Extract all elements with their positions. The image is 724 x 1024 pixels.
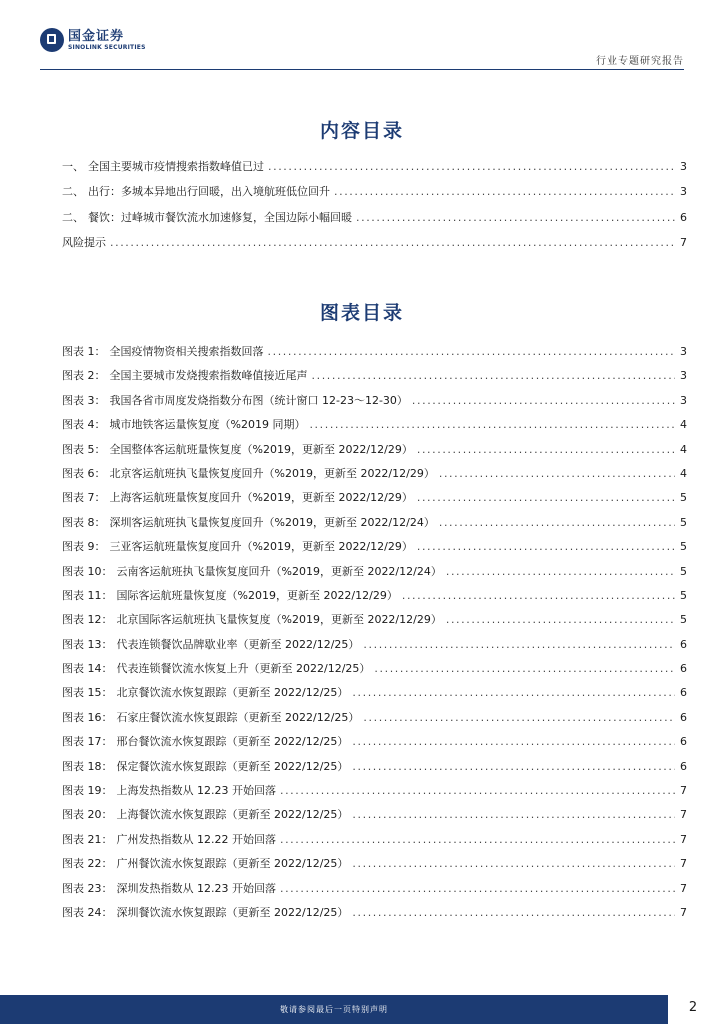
chart-toc-entry-page: 3	[680, 369, 687, 383]
chart-toc-entry[interactable]	[62, 538, 687, 562]
chart-toc-entry-page: 6	[680, 686, 687, 700]
dot-leader	[352, 906, 675, 919]
chart-toc-entry-label: 图表 23：	[62, 881, 113, 895]
dot-leader	[417, 491, 675, 504]
chart-toc-entry-label: 图表 3：	[62, 393, 106, 407]
chart-toc-entry-page: 4	[680, 418, 687, 432]
chart-toc-entry[interactable]	[62, 855, 687, 879]
chart-toc-entry-page: 6	[680, 662, 687, 676]
chart-toc-entry-label: 图表 21：	[62, 832, 113, 846]
chart-toc-entry-text: 三亚客运航班量恢复度回升（%2019，更新至 2022/12/29）	[109, 540, 413, 554]
chart-toc-entry[interactable]	[62, 343, 687, 367]
chart-toc-entry[interactable]	[62, 758, 687, 782]
chart-toc-entry[interactable]	[62, 563, 687, 587]
chart-toc-entry-text: 北京国际客运航班执飞量恢复度（%2019，更新至 2022/12/29）	[116, 613, 442, 627]
chart-toc-entry[interactable]	[62, 636, 687, 660]
chart-toc-entry-page: 3	[680, 393, 687, 407]
chart-toc-entry-label: 图表 13：	[62, 637, 113, 651]
chart-toc-entry-label: 图表 16：	[62, 710, 113, 724]
logo-en: SINOLINK SECURITIES	[68, 43, 146, 51]
dot-leader	[352, 808, 675, 821]
chart-toc-entry-page: 7	[680, 784, 687, 798]
chart-toc-entry[interactable]	[62, 660, 687, 684]
dot-leader	[352, 857, 675, 870]
chart-toc-entry-page: 7	[680, 881, 687, 895]
chart-toc-entry-label: 图表 14：	[62, 662, 113, 676]
toc-entry-label: 二、	[62, 210, 84, 224]
dot-leader	[268, 345, 676, 358]
chart-toc-entry-page: 6	[680, 735, 687, 749]
chart-toc-entry-text: 北京餐饮流水恢复跟踪（更新至 2022/12/25）	[116, 686, 349, 700]
dot-leader	[374, 662, 675, 675]
toc-entry-label: 二、	[62, 185, 84, 199]
dot-leader	[268, 160, 675, 173]
dot-leader	[417, 443, 675, 456]
dot-leader	[402, 589, 675, 602]
chart-toc-entry-label: 图表 19：	[62, 784, 113, 798]
chart-toc-entry[interactable]	[62, 782, 687, 806]
chart-toc-entry-text: 城市地铁客运量恢复度（%2019 同期）	[109, 418, 306, 432]
chart-toc-entry[interactable]	[62, 880, 687, 904]
toc-entry[interactable]	[62, 234, 687, 259]
chart-toc-entry[interactable]	[62, 684, 687, 708]
chart-toc-entry-label: 图表 9：	[62, 540, 106, 554]
dot-leader	[352, 735, 675, 748]
chart-toc-entry-text: 深圳客运航班执飞量恢复度回升（%2019，更新至 2022/12/24）	[109, 515, 435, 529]
sinolink-logo-icon	[40, 28, 64, 52]
chart-toc-entry-label: 图表 2：	[62, 369, 106, 383]
chart-toc-entry-page: 5	[680, 491, 687, 505]
chart-toc-entry[interactable]	[62, 831, 687, 855]
header-divider	[40, 69, 684, 70]
dot-leader	[352, 760, 675, 773]
chart-toc-entry-text: 代表连锁餐饮品牌歇业率（更新至 2022/12/25）	[116, 637, 360, 651]
logo-text	[68, 30, 146, 51]
chart-toc-entry[interactable]	[62, 904, 687, 928]
dot-leader	[352, 686, 675, 699]
chart-toc-entry-page: 6	[680, 759, 687, 773]
dot-leader	[280, 833, 675, 846]
chart-toc-entry-text: 邢台餐饮流水恢复跟踪（更新至 2022/12/25）	[116, 735, 349, 749]
chart-toc-title: 图表目录	[319, 302, 404, 324]
chart-toc-entry[interactable]	[62, 441, 687, 465]
chart-toc-entry-label: 图表 1：	[62, 345, 106, 358]
dot-leader	[312, 369, 676, 382]
toc-entry-text: 餐饮：过峰城市餐饮流水加速修复，全国边际小幅回暖	[88, 210, 352, 224]
chart-toc-entry[interactable]	[62, 733, 687, 757]
chart-toc-entry-label: 图表 6：	[62, 466, 106, 480]
dot-leader	[356, 211, 675, 224]
chart-toc-entry-page: 4	[680, 442, 687, 456]
toc-entry-text: 出行：多城本异地出行回暖，出入境航班低位回升	[88, 185, 330, 199]
chart-toc-entry-label: 图表 11：	[62, 588, 113, 602]
chart-toc-entry-page: 5	[680, 588, 687, 602]
chart-toc-entry-label: 图表 10：	[62, 564, 113, 578]
chart-toc-entry[interactable]	[62, 416, 687, 440]
dot-leader	[446, 565, 675, 578]
chart-toc-entry[interactable]	[62, 611, 687, 635]
chart-toc-entry-text: 上海发热指数从 12.23 开始回落	[116, 784, 276, 798]
toc-entry-label: 一、	[62, 160, 84, 173]
dot-leader	[439, 516, 675, 529]
chart-toc-entry-label: 图表 4：	[62, 418, 106, 432]
chart-toc-entry-text: 广州餐饮流水恢复跟踪（更新至 2022/12/25）	[116, 857, 349, 871]
chart-toc-entry[interactable]	[62, 367, 687, 391]
chart-toc-entry-label: 图表 24：	[62, 905, 113, 919]
chart-toc-entry[interactable]	[62, 514, 687, 538]
chart-toc-entry[interactable]	[62, 465, 687, 489]
chart-toc-entry-text: 上海餐饮流水恢复跟踪（更新至 2022/12/25）	[116, 808, 349, 822]
chart-toc-entry-text: 我国各省市周度发烧指数分布图（统计窗口 12-23～12-30）	[109, 393, 408, 407]
report-type: 行业专题研究报告	[596, 56, 684, 67]
chart-toc-entry-text: 深圳餐饮流水恢复跟踪（更新至 2022/12/25）	[116, 905, 349, 919]
chart-toc-entry-label: 图表 7：	[62, 491, 106, 505]
dot-leader	[439, 467, 675, 480]
page-number: 2	[688, 1000, 698, 1015]
chart-toc-entry-page: 5	[680, 613, 687, 627]
chart-toc-entry[interactable]	[62, 489, 687, 513]
toc-title: 内容目录	[319, 120, 404, 142]
logo-cn: 国金证券	[68, 28, 125, 44]
chart-toc-entry-text: 全国疫情物资相关搜索指数回落	[109, 345, 264, 358]
chart-toc-entry-label: 图表 12：	[62, 613, 113, 627]
chart-toc-entry[interactable]	[62, 587, 687, 611]
chart-toc-entry-page: 4	[680, 466, 687, 480]
page-header	[0, 0, 724, 75]
chart-toc-entry-page: 3	[680, 345, 687, 358]
chart-toc-entry-page: 6	[680, 710, 687, 724]
dot-leader	[280, 882, 675, 895]
chart-toc-entry-text: 石家庄餐饮流水恢复跟踪（更新至 2022/12/25）	[116, 710, 360, 724]
chart-toc-entry-page: 6	[680, 637, 687, 651]
dot-leader	[363, 711, 675, 724]
chart-toc-entry[interactable]	[62, 709, 687, 733]
chart-toc-entry-label: 图表 15：	[62, 686, 113, 700]
toc-entry-page: 3	[680, 160, 687, 173]
toc-entry[interactable]	[62, 183, 687, 208]
dot-leader	[110, 236, 675, 249]
chart-toc-entry-page: 7	[680, 857, 687, 871]
chart-toc-entry-label: 图表 8：	[62, 515, 106, 529]
chart-toc-entry-label: 图表 18：	[62, 759, 113, 773]
toc-entry[interactable]	[62, 209, 687, 234]
footer-disclaimer: 敬请参阅最后一页特别声明	[280, 1005, 388, 1014]
chart-toc-entry-label: 图表 20：	[62, 808, 113, 822]
dot-leader	[334, 185, 675, 198]
chart-toc-entry-page: 5	[680, 515, 687, 529]
chart-toc-entry-text: 保定餐饮流水恢复跟踪（更新至 2022/12/25）	[116, 759, 349, 773]
chart-toc-entry-label: 图表 22：	[62, 857, 113, 871]
toc-entry[interactable]	[62, 158, 687, 183]
chart-toc-entry-label: 图表 17：	[62, 735, 113, 749]
chart-toc-entry[interactable]	[62, 392, 687, 416]
toc-list	[62, 158, 687, 259]
chart-toc-entry-page: 7	[680, 832, 687, 846]
chart-toc-entry-text: 全国主要城市发烧搜索指数峰值接近尾声	[109, 369, 308, 383]
dot-leader	[309, 418, 675, 431]
chart-toc-entry-page: 5	[680, 540, 687, 554]
toc-entry-text: 全国主要城市疫情搜索指数峰值已过	[88, 160, 264, 173]
chart-toc-entry-text: 云南客运航班执飞量恢复度回升（%2019，更新至 2022/12/24）	[116, 564, 442, 578]
toc-entry-label: 风险提示	[62, 235, 106, 249]
dot-leader	[412, 394, 675, 407]
company-logo	[40, 28, 146, 52]
chart-toc-entry-text: 深圳发热指数从 12.23 开始回落	[116, 881, 276, 895]
chart-toc-entry-page: 7	[680, 808, 687, 822]
toc-entry-page: 6	[680, 210, 687, 224]
chart-toc-entry-text: 全国整体客运航班量恢复度（%2019，更新至 2022/12/29）	[109, 442, 413, 456]
chart-toc-entry-text: 广州发热指数从 12.22 开始回落	[116, 832, 276, 846]
chart-toc-entry-page: 5	[680, 564, 687, 578]
dot-leader	[363, 638, 675, 651]
dot-leader	[280, 784, 675, 797]
chart-toc-entry-text: 北京客运航班执飞量恢复度回升（%2019，更新至 2022/12/29）	[109, 466, 435, 480]
chart-toc-list	[62, 343, 687, 928]
chart-toc-entry-page: 7	[680, 905, 687, 919]
toc-entry-page: 3	[680, 185, 687, 199]
chart-toc-entry-text: 国际客运航班量恢复度（%2019，更新至 2022/12/29）	[116, 588, 398, 602]
chart-toc-entry-label: 图表 5：	[62, 442, 106, 456]
chart-toc-entry[interactable]	[62, 806, 687, 830]
chart-toc-entry-text: 上海客运航班量恢复度回升（%2019，更新至 2022/12/29）	[109, 491, 413, 505]
toc-entry-page: 7	[680, 235, 687, 249]
dot-leader	[417, 540, 675, 553]
dot-leader	[446, 613, 675, 626]
chart-toc-entry-text: 代表连锁餐饮流水恢复上升（更新至 2022/12/25）	[116, 662, 371, 676]
